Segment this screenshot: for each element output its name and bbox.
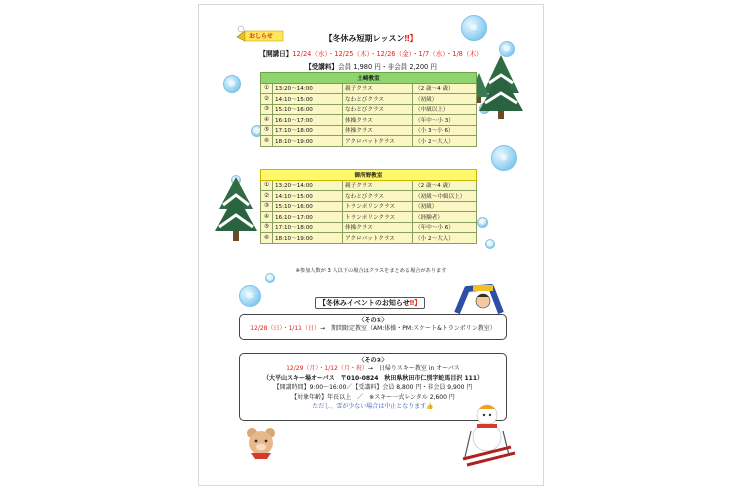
event-2-caveat: ただし、雪が少ない場合は中止となります: [312, 403, 427, 410]
event-2-age: 【対象年齢】年長以上 ／ ※スキー一式レンタル 2,600 円: [291, 393, 455, 401]
row-number: ⑤: [261, 222, 273, 233]
row-time: 15:10～16:00: [273, 201, 343, 212]
row-class: アクロバットクラス: [343, 233, 413, 244]
lesson-title: [199, 33, 543, 44]
row-level: （小 2～大人）: [413, 233, 477, 244]
classroom-heading: 御所野教室: [261, 170, 477, 181]
table-row: [261, 115, 477, 126]
row-class: アクロバットクラス: [343, 136, 413, 147]
child-exercising-icon: [451, 279, 509, 319]
event-2-dates: 12/29（月）・1/12（月・祝）: [286, 365, 368, 372]
row-number: ③: [261, 201, 273, 212]
row-class: トランポリンクラス: [343, 212, 413, 223]
row-class: 体操クラス: [343, 125, 413, 136]
row-class: なわとびクラス: [343, 104, 413, 115]
row-class: なわとびクラス: [343, 94, 413, 105]
row-time: 14:10～15:00: [273, 94, 343, 105]
lesson-dates: [199, 48, 543, 58]
row-class: 体操クラス: [343, 222, 413, 233]
event-1-line: [240, 324, 506, 334]
snowflake-icon: [491, 145, 517, 171]
table-row: [261, 233, 477, 244]
row-level: （2 歳～4 歳）: [413, 180, 477, 191]
event-2-line: [240, 364, 506, 374]
lesson-title-text: 【冬休み短期レッスン: [324, 34, 405, 43]
row-level: （経験者）: [413, 212, 477, 223]
row-time: 18:10～19:00: [273, 136, 343, 147]
row-time: 16:10～17:00: [273, 212, 343, 223]
schedule-table-tsuchizaki: [260, 72, 477, 147]
table-row: [261, 191, 477, 202]
table-row: [261, 136, 477, 147]
row-class: 親子クラス: [343, 83, 413, 94]
merge-note: ※参加人数が 3 人以下の場合はクラスをまとめる場合があります: [295, 268, 447, 274]
row-level: （年中～小 3）: [413, 115, 477, 126]
snowflake-icon: [477, 217, 488, 228]
row-time: 17:10～18:00: [273, 125, 343, 136]
row-number: ④: [261, 115, 273, 126]
row-time: 14:10～15:00: [273, 191, 343, 202]
bear-icon: [243, 425, 279, 465]
table-row: [261, 212, 477, 223]
event-2-caption: 〈その②〉: [358, 357, 388, 364]
table-row: [261, 125, 477, 136]
row-number: ③: [261, 104, 273, 115]
table-row: [261, 83, 477, 94]
table-row: [261, 180, 477, 191]
row-time: 13:20～14:00: [273, 180, 343, 191]
row-level: （初級）: [413, 94, 477, 105]
row-class: 体操クラス: [343, 115, 413, 126]
lesson-title-mark: ‼】: [404, 34, 418, 43]
row-time: 17:10～18:00: [273, 222, 343, 233]
schedule-table-goshono: [260, 169, 477, 244]
dates-value: 12/24（水）・12/25（木）・12/26（金）・1/7（水）・1/8（木）: [292, 50, 483, 58]
row-number: ②: [261, 94, 273, 105]
snow-tree-icon: [213, 175, 259, 259]
table-row: [261, 201, 477, 212]
snowflake-icon: [239, 285, 261, 307]
classroom-heading: 土崎教室: [261, 73, 477, 84]
events-title: [315, 297, 425, 309]
snowflake-icon: [485, 239, 495, 249]
fee-label: 【受講料】: [305, 63, 339, 71]
row-number: ①: [261, 83, 273, 94]
row-number: ①: [261, 180, 273, 191]
lesson-fee: [199, 61, 543, 71]
events-title-mark: ‼】: [409, 299, 422, 307]
table-row: [261, 104, 477, 115]
row-level: （中級以上）: [413, 104, 477, 115]
fee-value: 会員 1,980 円・非会員 2,200 円: [338, 63, 437, 71]
event-1-detail: → 期間限定教室（AM:体操・PM:スケート&トランポリン教室）: [319, 325, 496, 332]
dates-label: 【開講日】: [259, 50, 293, 58]
snowflake-icon: [265, 273, 275, 283]
event-1-caption: 〈その①〉: [358, 317, 388, 324]
row-level: （小 3～小 6）: [413, 125, 477, 136]
row-time: 18:10～19:00: [273, 233, 343, 244]
table-row: [261, 94, 477, 105]
table-row: [261, 222, 477, 233]
snowflake-icon: [223, 75, 241, 93]
row-number: ⑤: [261, 125, 273, 136]
event-1-dates: 12/28（日）・1/11（日）: [250, 325, 320, 332]
event-2-detail: → 日帰りスキー教室 in オーパス: [367, 365, 460, 372]
row-level: （年中～小 6）: [413, 222, 477, 233]
thumbs-up-icon: 👍: [426, 403, 434, 410]
notice-tag-label: おしらせ: [249, 33, 273, 40]
row-class: トランポリンクラス: [343, 201, 413, 212]
row-level: （2 歳～4 歳）: [413, 83, 477, 94]
row-number: ⑥: [261, 233, 273, 244]
row-level: （初級～中級以上）: [413, 191, 477, 202]
row-number: ②: [261, 191, 273, 202]
snowman-icon: [461, 401, 517, 471]
flyer-page: [198, 4, 544, 486]
row-time: 16:10～17:00: [273, 115, 343, 126]
row-level: （初級）: [413, 201, 477, 212]
row-time: 15:10～16:00: [273, 104, 343, 115]
row-number: ⑥: [261, 136, 273, 147]
event-1-box: [239, 314, 507, 340]
events-title-text: 【冬休みイベントのお知らせ: [318, 299, 410, 307]
row-class: 親子クラス: [343, 180, 413, 191]
row-time: 13:20～14:00: [273, 83, 343, 94]
row-number: ④: [261, 212, 273, 223]
event-2-hours: 【開講時間】9:00～16:00／【受講料】会員 8,800 円・非会員 9,900 円: [273, 384, 473, 391]
row-class: なわとびクラス: [343, 191, 413, 202]
event-2-place: （大平山スキー場オーパス 〒010-0824 秋田県秋田市仁別字蛇馬目沢 111）: [262, 374, 484, 382]
row-level: （小 2～大人）: [413, 136, 477, 147]
